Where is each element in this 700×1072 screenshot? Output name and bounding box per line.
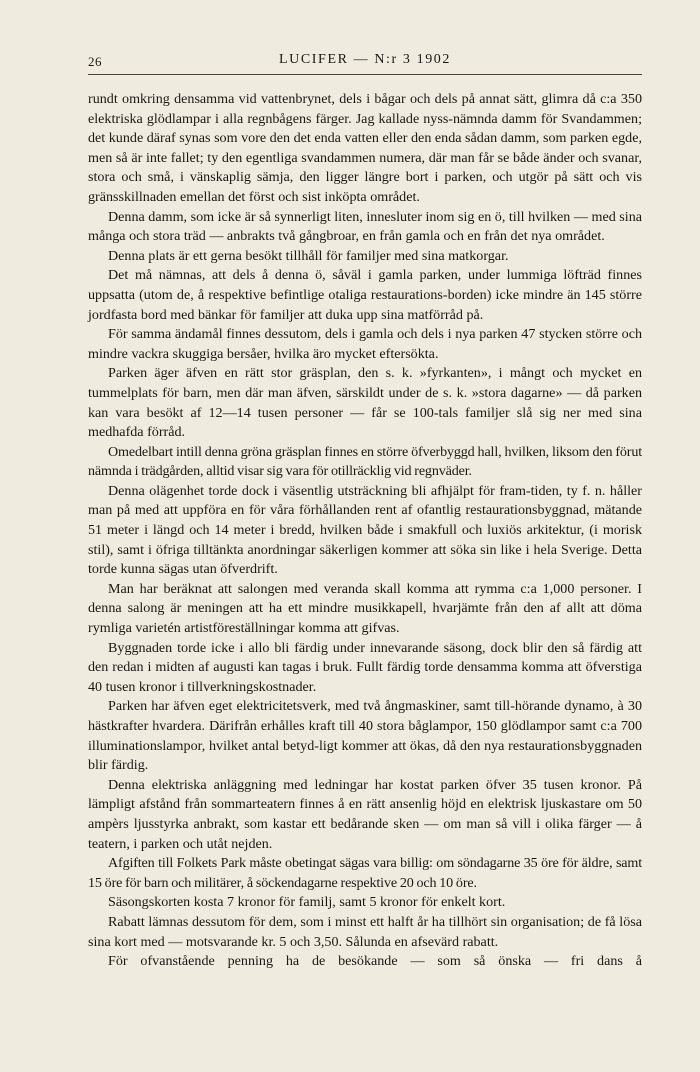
paragraph: rundt omkring densamma vid vattenbrynet, dels i bågar och dels på annat sätt, glimra då c:a 350 elektriska glödlampar i alla regnbågens färger. Jag kallade nyss-nämnda damm för Svandammen; det kunde däraf synas som vore den det enda vatten eller den enda sådan damm, som parken egde, men så är inte fallet; ty den egentliga svandammen numera, där man får se både änder och svanar, stora och små, i vänskaplig sämja, den ligger längre bort i parken, och utgör på sätt och vis gränsskillnaden emellan det först och sist inköpta området.: [88, 91, 642, 205]
paragraph: Parken har äfven eget elektricitetsverk, med två ångmaskiner, samt till-hörande dynamo, à 30 hästkrafter hvardera. Därifrån erhålles kraft till 40 stora båglampor, 150 glödlampor samt c:a 700 illuminationslampor, hvilket antal betyd-ligt kommer att ökas, då den nya restaurationsbyggnaden blir färdig.: [88, 698, 642, 774]
paragraph: För samma ändamål finnes dessutom, dels i gamla och dels i nya parken 47 stycken större och mindre vackra skuggiga bersåer, hvilka äro mycket eftersökta.: [88, 326, 642, 362]
paragraph: Denna plats är ett gerna besökt tillhåll för familjer med sina matkorgar.: [108, 247, 509, 264]
paragraph: Omedelbart intill denna gröna gräsplan finnes en större öfverbyggd hall, hvilken, liksom den förut nämnda i trädgården, alltid visar sig vara för otillräcklig vid regnväder.: [88, 443, 642, 480]
paragraph: För ofvanstående penning ha de besökande — som så önska — fri dans å: [108, 953, 642, 970]
paragraph: Parken äger äfven en rätt stor gräsplan, den s. k. »fyrkanten», i mångt och mycket en tummelplats för barn, men där man äfven, särskildt under de s. k. »stora dagarne» — då parken kan vara besökt af 12—14 tusen personer — får se 100-tals familjer slå sig ner med sina medhafda förråd.: [88, 365, 642, 441]
running-title: LUCIFER — N:r 3 1902: [279, 52, 451, 67]
paragraph: Man har beräknat att salongen med veranda skall komma att rymma c:a 1,000 personer. I denna salong är meningen att ha ett mindre musikkapell, hvarjämte från den af allt att döma rymliga varietén artistföreställningar komma att gifvas.: [88, 580, 642, 637]
page-header: [88, 52, 642, 75]
page-number: 26: [88, 54, 102, 69]
paragraph: Byggnaden torde icke i allo bli färdig under innevarande säsong, dock blir den så färdig att den redan i midten af augusti kan tagas i bruk. Fullt färdig torde densamma komma att öfverstiga 40 tusen kronor i tillverkningskostnader.: [88, 639, 642, 695]
paragraph: Säsongskorten kosta 7 kronor för familj, samt 5 kronor för enkelt kort.: [108, 894, 506, 911]
paragraph: Denna elektriska anläggning med ledningar har kostat parken öfver 35 tusen kronor. På lämpligt afstånd från sommarteatern finnes å en rätt ansenlig höjd en elektrisk ljuskastare om 50 ampèrs ljusstyrka anbrakt, som kastar ett bedårande sken — om man så vill i olika färger — å teatern, i parken och utåt nejden.: [88, 776, 642, 852]
paragraph: Rabatt lämnas dessutom för dem, som i minst ett halft år ha tillhört sin organisation; de få lösa sina kort med — motsvarande kr. 5 och 3,50. Sålunda en afsevärd rabatt.: [88, 913, 642, 950]
article-body: [88, 90, 642, 972]
paragraph: Det må nämnas, att dels å denna ö, såväl i gamla parken, under lummiga löfträd finnes uppsatta (utom de, å respektive befintlige otaliga restaurations-borden) icke mindre än 145 större jordfasta bord med bänkar för familjer att duka upp sina matförråd på.: [88, 267, 642, 323]
paragraph: Denna damm, som icke är så synnerligt liten, innesluter inom sig en ö, till hvilken — med sina många och stora träd — anbrakts två gångbroar, en från gamla och en från det nya området.: [88, 208, 642, 245]
paragraph: Afgiften till Folkets Park måste obetingat sägas vara billig: om söndagarne 35 öre för äldre, samt 15 öre för barn och militärer, å söckendagarne respektive 20 och 10 öre.: [88, 855, 642, 891]
paragraph: Denna olägenhet torde dock i väsentlig utsträckning bli afhjälpt för fram-tiden, ty f. n. håller man på med att uppföra en för våra förhållanden rent af ofantlig restaurationsbyggnad, mätande 51 meter i längd och 14 meter i bredd, hvilken både i smakfull och luxiös arkitektur, (i morisk stil), samt i öfriga tilltänkta anordningar säkerligen kommer att söka sin like i hela Sverige. Detta torde kunna sägas utan öfverdrift.: [88, 482, 642, 578]
